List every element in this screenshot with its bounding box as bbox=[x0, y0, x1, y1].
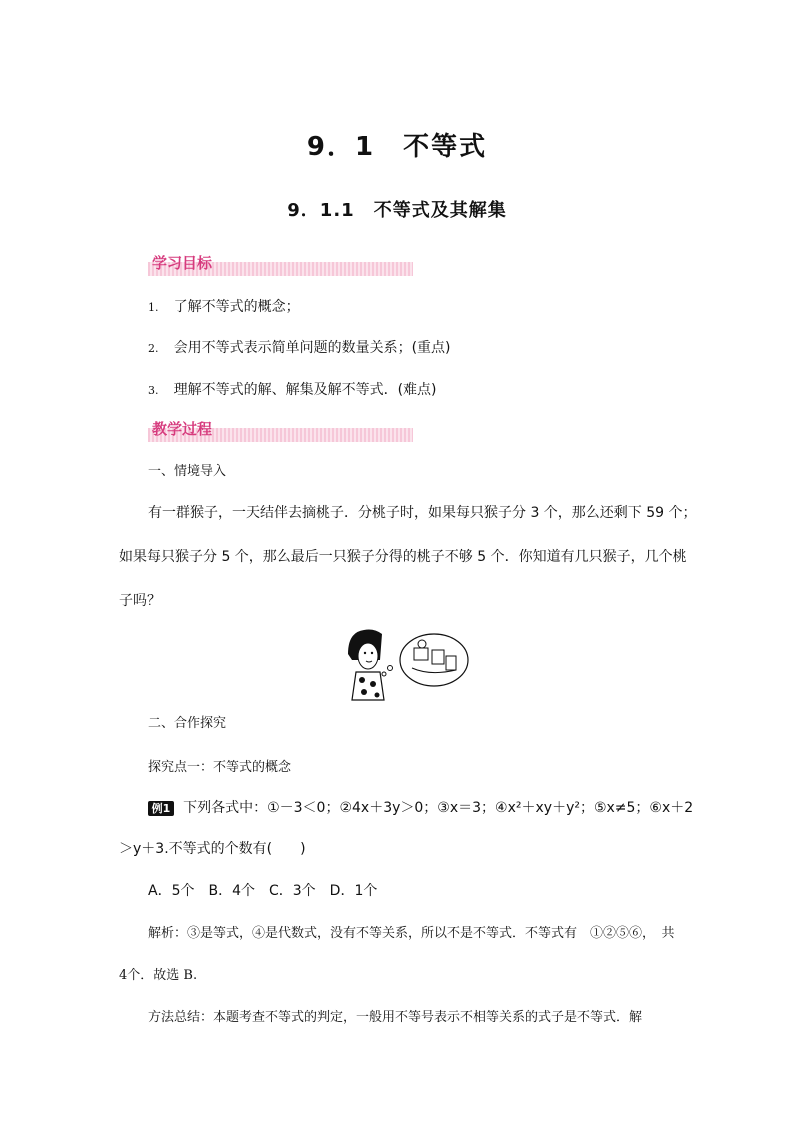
goal-number: 3. bbox=[148, 384, 159, 397]
analysis-line: 解析：③是等式，④是代数式，没有不等关系，所以不是不等式．不等式有 ①②⑤⑥， 共 bbox=[148, 926, 675, 941]
goal-item bbox=[148, 296, 300, 316]
paragraph-line: 子吗？ bbox=[119, 593, 161, 609]
exploration-point: 探究点一：不等式的概念 bbox=[148, 760, 292, 775]
goal-number: 2. bbox=[148, 342, 159, 355]
paragraph-line: 如果每只猴子分 5 个，那么最后一只猴子分得的桃子不够 5 个．你知道有几只猴子，几个桃 bbox=[119, 549, 687, 565]
process-heading: 教学过程 bbox=[152, 420, 213, 438]
summary-line: 方法总结：本题考查不等式的判定，一般用不等号表示不相等关系的式子是不等式．解 bbox=[148, 1010, 643, 1025]
goal-item bbox=[148, 337, 451, 357]
example-line-cont: ＞y＋3.不等式的个数有( ) bbox=[119, 841, 306, 857]
goal-text: 了解不等式的概念； bbox=[173, 299, 300, 315]
page-title: 9．1 不等式 bbox=[306, 132, 488, 162]
answer-options: A．5个 B．4个 C．3个 D．1个 bbox=[148, 883, 378, 899]
analysis-line: 4个．故选 B. bbox=[119, 968, 198, 983]
goals-heading: 学习目标 bbox=[152, 254, 213, 272]
example-line bbox=[148, 797, 693, 817]
section-subtitle: 9．1.1 不等式及其解集 bbox=[287, 200, 507, 221]
section-heading: 二、合作探究 bbox=[148, 716, 227, 731]
paragraph-line: 有一群猴子，一天结伴去摘桃子．分桃子时，如果每只猴子分 3 个，那么还剩下 59 个； bbox=[148, 505, 697, 521]
girl-thinking-illustration bbox=[340, 620, 470, 702]
goal-number: 1. bbox=[148, 301, 159, 314]
goal-item bbox=[148, 379, 437, 399]
section-heading: 一、情境导入 bbox=[148, 464, 227, 479]
example-badge: 例1 bbox=[148, 801, 174, 816]
example-text: 下列各式中：①－3＜0；②4x＋3y＞0；③x＝3；④x²＋xy＋y²；⑤x≠5；⑥x＋2 bbox=[183, 800, 694, 816]
goal-text: 理解不等式的解、解集及解不等式．(难点) bbox=[173, 382, 437, 398]
goal-text: 会用不等式表示简单问题的数量关系；(重点) bbox=[173, 340, 451, 356]
